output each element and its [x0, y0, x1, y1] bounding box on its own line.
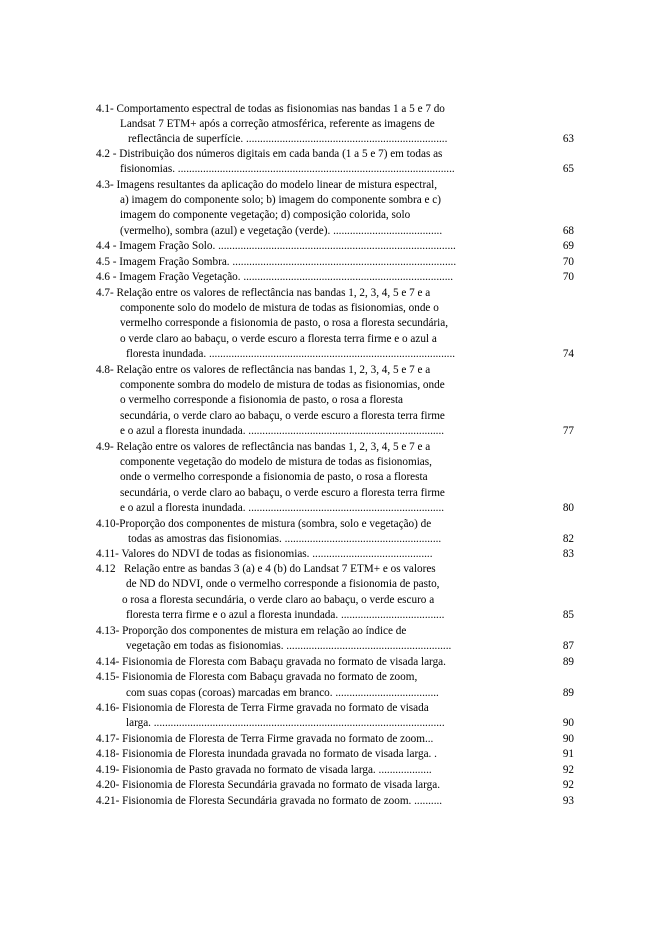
figure-entry-continuation: de ND do NDVI, onde o vermelho corresponde a fisionomia de pasto, — [126, 578, 440, 590]
figure-entry-continuation: a) imagem do componente solo; b) imagem do componente sombra e c) — [120, 194, 441, 206]
figure-entry-page-number: 93 — [562, 795, 574, 807]
figure-entry-page-number: 89 — [562, 656, 574, 668]
figure-entry-continuation: vegetação em todas as fisionomias. ........................................................... — [126, 640, 452, 652]
figure-entry-page-number: 80 — [562, 502, 574, 514]
figure-entry-continuation: componente solo do modelo de mistura de todas as fisionomias, onde o — [120, 302, 439, 314]
figure-entry-title: 4.18- Fisionomia de Floresta inundada gravada no formato de visada larga. . — [96, 748, 437, 760]
figure-entry-continuation: com suas copas (coroas) marcadas em branco. ..................................... — [126, 687, 439, 699]
figure-entry-continuation: floresta inundada. ........................................................................................ — [126, 348, 456, 360]
figure-entry-continuation: o verde claro ao babaçu, o verde escuro a floresta terra firme e o azul a — [120, 333, 437, 345]
figure-entry-page-number: 85 — [562, 609, 574, 621]
figure-entry-title: 4.7- Relação entre os valores de reflectância nas bandas 1, 2, 3, 4, 5 e 7 e a — [96, 287, 431, 299]
figure-entry-page-number: 69 — [562, 240, 574, 252]
figure-entry-title: 4.11- Valores do NDVI de todas as fisionomias. ........................................... — [96, 548, 433, 560]
figure-entry-continuation: floresta terra firme e o azul a floresta inundada. ..................................... — [126, 609, 445, 621]
figure-entry-page-number: 70 — [562, 256, 574, 268]
figure-entry-continuation: onde o vermelho corresponde a fisionomia de pasto, o rosa a floresta — [120, 471, 428, 483]
figure-entry-title: 4.10-Proporção dos componentes de mistura (sombra, solo e vegetação) de — [96, 518, 432, 530]
figure-entry-title: 4.12 Relação entre as bandas 3 (a) e 4 (b) do Landsat 7 ETM+ e os valores — [96, 563, 436, 575]
figure-entry-continuation: (vermelho), sombra (azul) e vegetação (verde). ....................................... — [120, 225, 443, 237]
figure-entry-continuation: o rosa a floresta secundária, o verde claro ao babaçu, o verde escuro a — [122, 594, 435, 606]
figure-entry-title: 4.9- Relação entre os valores de reflectância nas bandas 1, 2, 3, 4, 5 e 7 e a — [96, 441, 431, 453]
figure-entry-page-number: 63 — [562, 133, 574, 145]
figure-entry-title: 4.6 - Imagem Fração Vegetação. ........................................................................... — [96, 271, 454, 283]
figure-entry-page-number: 68 — [562, 225, 574, 237]
figure-entry-title: 4.5 - Imagem Fração Sombra. ................................................................................ — [96, 256, 457, 268]
figure-entry-page-number: 65 — [562, 163, 574, 175]
figure-entry-page-number: 89 — [562, 687, 574, 699]
figure-entry-title: 4.13- Proporção dos componentes de mistura em relação ao índice de — [96, 625, 407, 637]
figure-entry-continuation: larga. ........................................................................................................ — [126, 717, 445, 729]
figure-entry-page-number: 90 — [562, 717, 574, 729]
figure-entry-title: 4.20- Fisionomia de Floresta Secundária gravada no formato de visada larga. — [96, 779, 441, 791]
figure-entry-continuation: fisionomias. ................................................................................................... — [120, 163, 455, 175]
figure-entry-title: 4.8- Relação entre os valores de reflectância nas bandas 1, 2, 3, 4, 5 e 7 e a — [96, 364, 431, 376]
figure-entry-title: 4.1- Comportamento espectral de todas as fisionomias nas bandas 1 a 5 e 7 do — [96, 103, 445, 115]
figure-entry-continuation: todas as amostras das fisionomias. ........................................................ — [128, 533, 442, 545]
figure-entry-continuation: e o azul a floresta inundada. ...................................................................... — [120, 425, 445, 437]
figure-entry-page-number: 87 — [562, 640, 574, 652]
figure-entry-page-number: 74 — [562, 348, 574, 360]
figure-entry-continuation: componente sombra do modelo de mistura de todas as fisionomias, onde — [120, 379, 445, 391]
figure-entry-page-number: 83 — [562, 548, 574, 560]
figure-entry-continuation: Landsat 7 ETM+ após a correção atmosférica, referente as imagens de — [120, 118, 435, 130]
figure-entry-continuation: e o azul a floresta inundada. ...................................................................... — [120, 502, 445, 514]
figure-entry-continuation: o vermelho corresponde a fisionomia de pasto, o rosa a floresta — [120, 394, 404, 406]
figure-entry-continuation: imagem do componente vegetação; d) composição colorida, solo — [120, 209, 411, 221]
figure-entry-continuation: secundária, o verde claro ao babaçu, o verde escuro a floresta terra firme — [120, 410, 445, 422]
figure-entry-continuation: vermelho corresponde a fisionomia de pasto, o rosa a floresta secundária, — [120, 317, 449, 329]
figure-entry-continuation: secundária, o verde claro ao babaçu, o verde escuro a floresta terra firme — [120, 487, 445, 499]
figure-entry-title: 4.17- Fisionomia de Floresta de Terra Firme gravada no formato de zoom... — [96, 733, 434, 745]
figure-entry-title: 4.4 - Imagem Fração Solo. ..................................................................................... — [96, 240, 456, 252]
figure-entry-title: 4.2 - Distribuição dos números digitais em cada banda (1 a 5 e 7) em todas as — [96, 148, 443, 160]
figure-entry-page-number: 90 — [562, 733, 574, 745]
figure-entry-continuation: reflectância de superfície. ........................................................................ — [128, 133, 448, 145]
figure-entry-title: 4.15- Fisionomia de Floresta com Babaçu gravada no formato de zoom, — [96, 671, 418, 683]
figure-entry-title: 4.14- Fisionomia de Floresta com Babaçu gravada no formato de visada larga. — [96, 656, 446, 668]
figure-entry-page-number: 92 — [562, 779, 574, 791]
figure-entry-page-number: 82 — [562, 533, 574, 545]
figure-entry-page-number: 77 — [562, 425, 574, 437]
figure-entry-title: 4.21- Fisionomia de Floresta Secundária gravada no formato de zoom. .......... — [96, 795, 443, 807]
figure-entry-title: 4.16- Fisionomia de Floresta de Terra Firme gravada no formato de visada — [96, 702, 429, 714]
figure-entry-page-number: 70 — [562, 271, 574, 283]
figure-entry-title: 4.3- Imagens resultantes da aplicação do modelo linear de mistura espectral, — [96, 179, 438, 191]
figure-entry-page-number: 92 — [562, 764, 574, 776]
figure-entry-title: 4.19- Fisionomia de Pasto gravada no formato de visada larga. ................... — [96, 764, 432, 776]
figure-entry-continuation: componente vegetação do modelo de mistura de todas as fisionomias, — [120, 456, 432, 468]
figure-entry-page-number: 91 — [562, 748, 574, 760]
